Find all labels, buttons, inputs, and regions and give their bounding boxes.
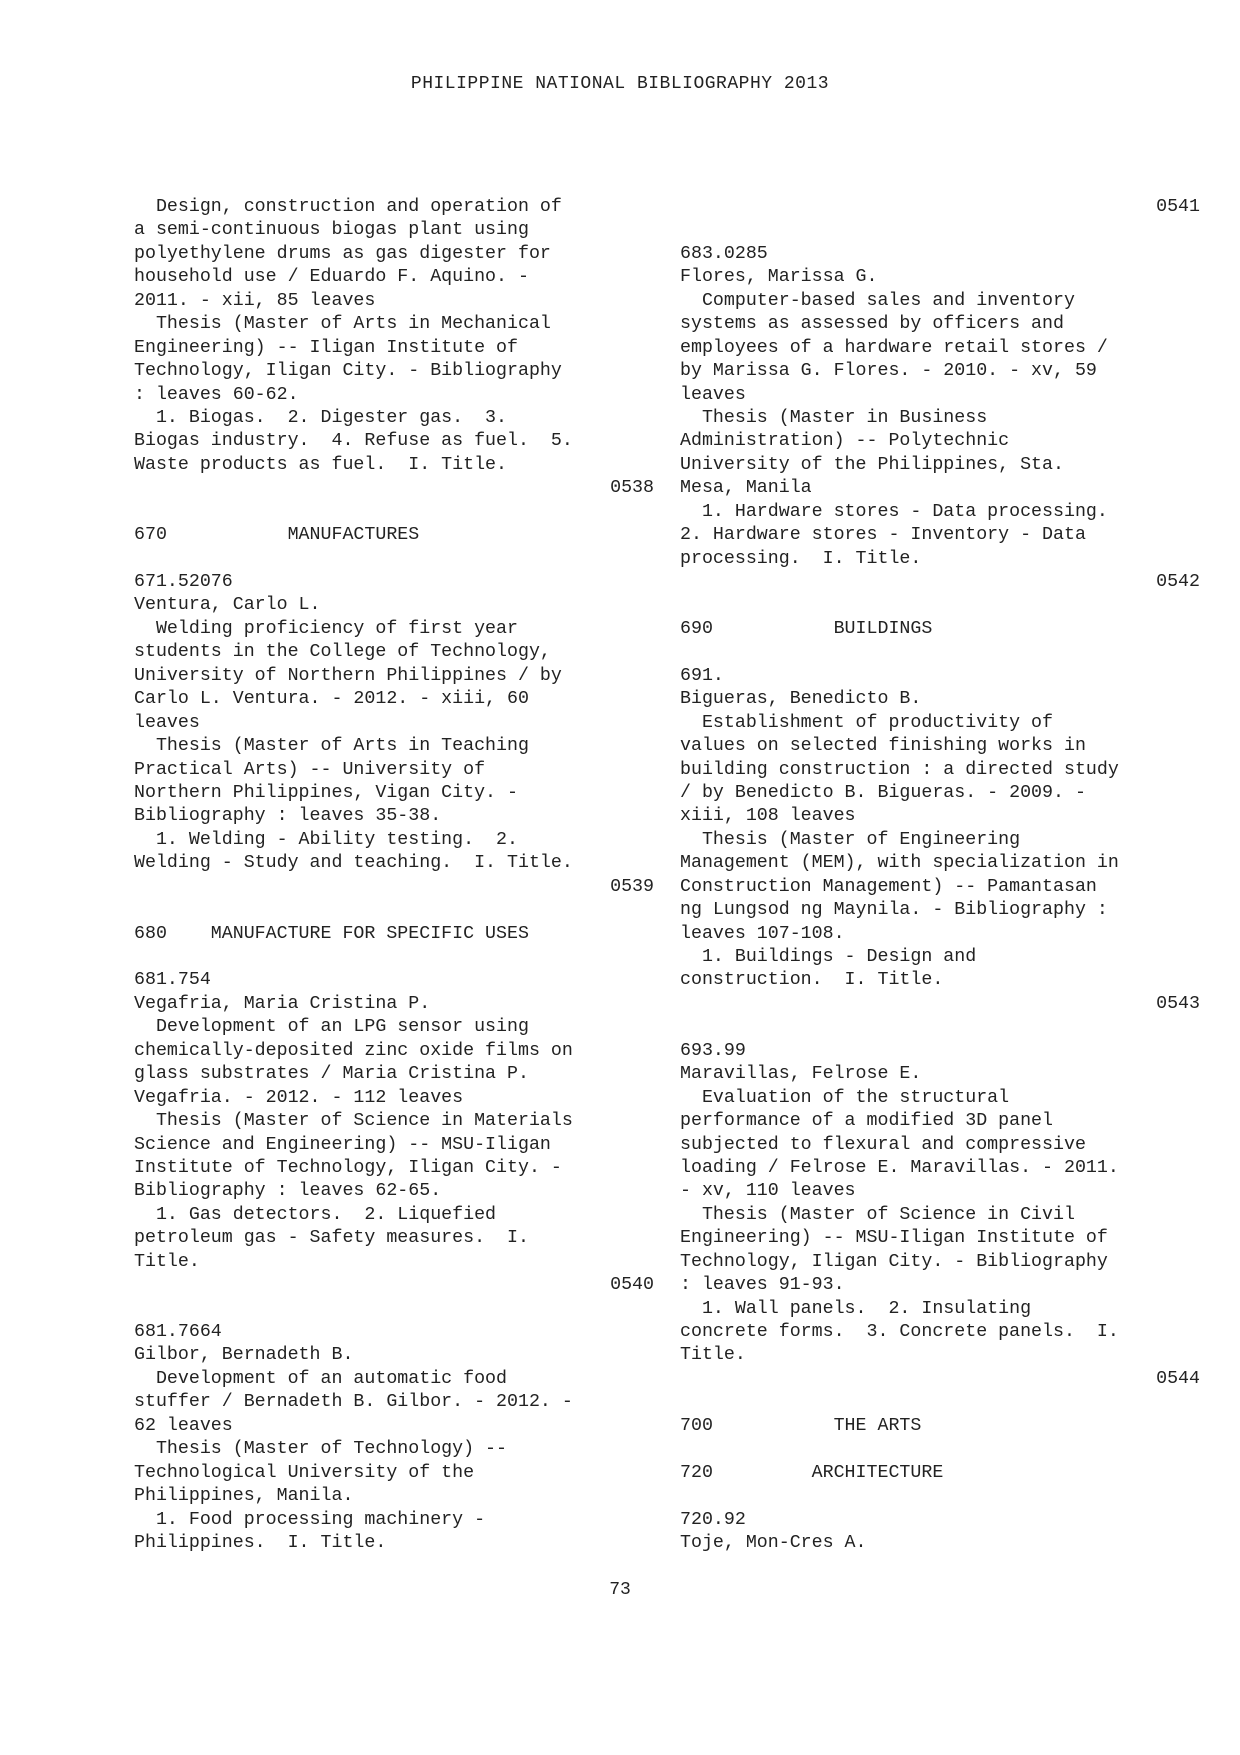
text-line: Northern Philippines, Vigan City. - (134, 782, 518, 803)
text-line: Thesis (Master of Technology) -- (134, 1439, 507, 1460)
text-line: 1. Welding - Ability testing. 2. (134, 829, 518, 850)
text-line: Development of an LPG sensor using (134, 1017, 529, 1038)
text-line: systems as assessed by officers and (680, 314, 1064, 335)
text-line: Mesa, Manila (680, 478, 812, 499)
text-line: Establishment of productivity of (680, 712, 1053, 733)
text-line: Waste products as fuel. I. Title. (134, 454, 507, 475)
blank-line (680, 594, 1200, 617)
text-line: leaves 107-108. (680, 923, 845, 944)
text-line: glass substrates / Maria Cristina P. (134, 1064, 529, 1085)
text-line: xiii, 108 leaves (680, 806, 856, 827)
text-line: / by Benedicto B. Bigueras. - 2009. - (680, 782, 1086, 803)
text-line: University of the Philippines, Sta. (680, 454, 1064, 475)
text-line: Engineering) -- Iligan Institute of (134, 337, 518, 358)
text-line: Bibliography : leaves 35-38. (134, 806, 442, 827)
entry-number: 0542 (1156, 572, 1200, 592)
blank-line (134, 548, 654, 571)
blank-line (680, 1016, 1200, 1039)
text-line: : leaves 91-93. (680, 1275, 845, 1296)
text-line: Philippines, Manila. (134, 1486, 354, 1507)
text-line: Technology, Iligan City. - Bibliography (680, 1251, 1108, 1272)
text-line: building construction : a directed study (680, 759, 1119, 780)
text-line: 683.0285 (680, 243, 768, 264)
text-line: Development of an automatic food (134, 1368, 507, 1389)
blank-line (680, 1391, 1200, 1414)
text-line: chemically-deposited zinc oxide films on (134, 1040, 573, 1061)
text-line: 1. Biogas. 2. Digester gas. 3. (134, 407, 507, 428)
text-line: Practical Arts) -- University of (134, 759, 486, 780)
text-line: - xv, 110 leaves (680, 1181, 856, 1202)
text-line: values on selected finishing works in (680, 736, 1086, 757)
text-line: 720.92 (680, 1509, 746, 1530)
text-line: Evaluation of the structural (680, 1087, 1010, 1108)
text-line: 681.7664 (134, 1322, 222, 1342)
text-line: Vegafria. - 2012. - 112 leaves (134, 1087, 464, 1108)
entry-number: 0541 (1156, 197, 1200, 217)
text-line: Thesis (Master of Science in Materials (134, 1111, 573, 1132)
text-line: Gilbor, Bernadeth B. (134, 1345, 354, 1366)
blank-line (680, 641, 1200, 664)
blank-line (134, 946, 654, 969)
text-line: Biogas industry. 4. Refuse as fuel. 5. (134, 431, 573, 452)
running-head: PHILIPPINE NATIONAL BIBLIOGRAPHY 2013 (410, 74, 830, 94)
text-line: Flores, Marissa G. (680, 267, 878, 288)
text-line: household use / Eduardo F. Aquino. - (134, 267, 529, 288)
text-line: Construction Management) -- Pamantasan (680, 876, 1097, 897)
text-line: loading / Felrose E. Maravillas. - 2011. (680, 1157, 1119, 1178)
text-line: Thesis (Master of Arts in Teaching (134, 736, 529, 757)
text-line: Philippines. I. Title. (134, 1532, 387, 1553)
text-line: Toje, Mon-Cres A. (680, 1532, 867, 1553)
text-line: 680 MANUFACTURE FOR SPECIFIC USES (134, 923, 529, 944)
text-line: 671.52076 (134, 572, 233, 592)
text-line: processing. I. Title. (680, 548, 922, 569)
text-line: petroleum gas - Safety measures. I. (134, 1228, 529, 1249)
left-column (134, 196, 654, 1555)
text-line: Administration) -- Polytechnic (680, 431, 1010, 452)
text-line: Carlo L. Ventura. - 2012. - xiii, 60 (134, 689, 529, 710)
text-line: 2. Hardware stores - Inventory - Data (680, 525, 1086, 546)
text-line: Welding - Study and teaching. I. Title. (134, 853, 573, 874)
text-line: 690 BUILDINGS (680, 618, 933, 639)
text-line: Title. (134, 1251, 200, 1272)
text-line: employees of a hardware retail stores / (680, 337, 1108, 358)
text-line: students in the College of Technology, (134, 642, 551, 663)
text-line: Bigueras, Benedicto B. (680, 689, 922, 710)
text-line: Vegafria, Maria Cristina P. (134, 993, 431, 1014)
text-line: Design, construction and operation of (134, 197, 562, 217)
text-line: 1. Hardware stores - Data processing. (680, 501, 1108, 522)
text-line: 720 ARCHITECTURE (680, 1462, 944, 1483)
blank-line (134, 501, 654, 524)
text-line: 62 leaves (134, 1415, 233, 1436)
text-line: polyethylene drums as gas digester for (134, 243, 551, 264)
text-line: Thesis (Master of Science in Civil (680, 1204, 1075, 1225)
blank-line (134, 899, 654, 922)
text-line: 670 MANUFACTURES (134, 525, 420, 546)
right-column (680, 196, 1200, 1555)
text-line: Science and Engineering) -- MSU-Iligan (134, 1134, 551, 1155)
text-line: Ventura, Carlo L. (134, 595, 321, 616)
text-line: 1. Buildings - Design and (680, 947, 977, 967)
text-line: ng Lungsod ng Maynila. - Bibliography : (680, 900, 1108, 921)
text-line: 691. (680, 665, 724, 686)
blank-line (680, 1485, 1200, 1508)
blank-line (680, 1438, 1200, 1461)
text-line: construction. I. Title. (680, 970, 944, 991)
text-line: 1. Wall panels. 2. Insulating (680, 1298, 1032, 1319)
text-line: 681.754 (134, 970, 211, 991)
text-line: 1. Gas detectors. 2. Liquefied (134, 1204, 497, 1225)
text-line: Welding proficiency of first year (134, 618, 518, 639)
text-line: Institute of Technology, Iligan City. - (134, 1157, 562, 1178)
text-line: Title. (680, 1345, 746, 1366)
blank-line (134, 1298, 654, 1321)
text-line: a semi-continuous biogas plant using (134, 220, 529, 241)
text-line: performance of a modified 3D panel (680, 1111, 1053, 1132)
text-line: Technology, Iligan City. - Bibliography (134, 361, 562, 382)
text-line: 1. Food processing machinery - (134, 1509, 486, 1530)
text-line: 2011. - xii, 85 leaves (134, 290, 376, 311)
text-line: Thesis (Master of Engineering (680, 829, 1021, 850)
text-line: stuffer / Bernadeth B. Gilbor. - 2012. - (134, 1392, 573, 1413)
text-line: University of Northern Philippines / by (134, 665, 562, 686)
text-line: by Marissa G. Flores. - 2010. - xv, 59 (680, 361, 1097, 382)
page-number: 73 (609, 1580, 631, 1600)
entry-number: 0538 (610, 478, 654, 499)
text-line: subjected to flexural and compressive (680, 1134, 1086, 1155)
text-line: Bibliography : leaves 62-65. (134, 1181, 442, 1202)
text-line: : leaves 60-62. (134, 384, 299, 405)
blank-line (680, 219, 1200, 242)
text-line: Engineering) -- MSU-Iligan Institute of (680, 1228, 1108, 1249)
text-line: leaves (680, 384, 746, 405)
text-line: leaves (134, 712, 200, 733)
entry-number: 0539 (610, 876, 654, 897)
text-line: 700 THE ARTS (680, 1415, 922, 1436)
text-line: Thesis (Master in Business (680, 407, 988, 428)
text-line: concrete forms. 3. Concrete panels. I. (680, 1322, 1119, 1342)
text-line: 693.99 (680, 1040, 746, 1061)
entry-number: 0543 (1156, 993, 1200, 1014)
text-line: Management (MEM), with specialization in (680, 853, 1119, 874)
text-line: Computer-based sales and inventory (680, 290, 1075, 311)
text-line: Thesis (Master of Arts in Mechanical (134, 314, 551, 335)
entry-number: 0544 (1156, 1368, 1200, 1389)
entry-number: 0540 (610, 1275, 654, 1296)
text-line: Maravillas, Felrose E. (680, 1064, 922, 1085)
text-line: Technological University of the (134, 1462, 475, 1483)
